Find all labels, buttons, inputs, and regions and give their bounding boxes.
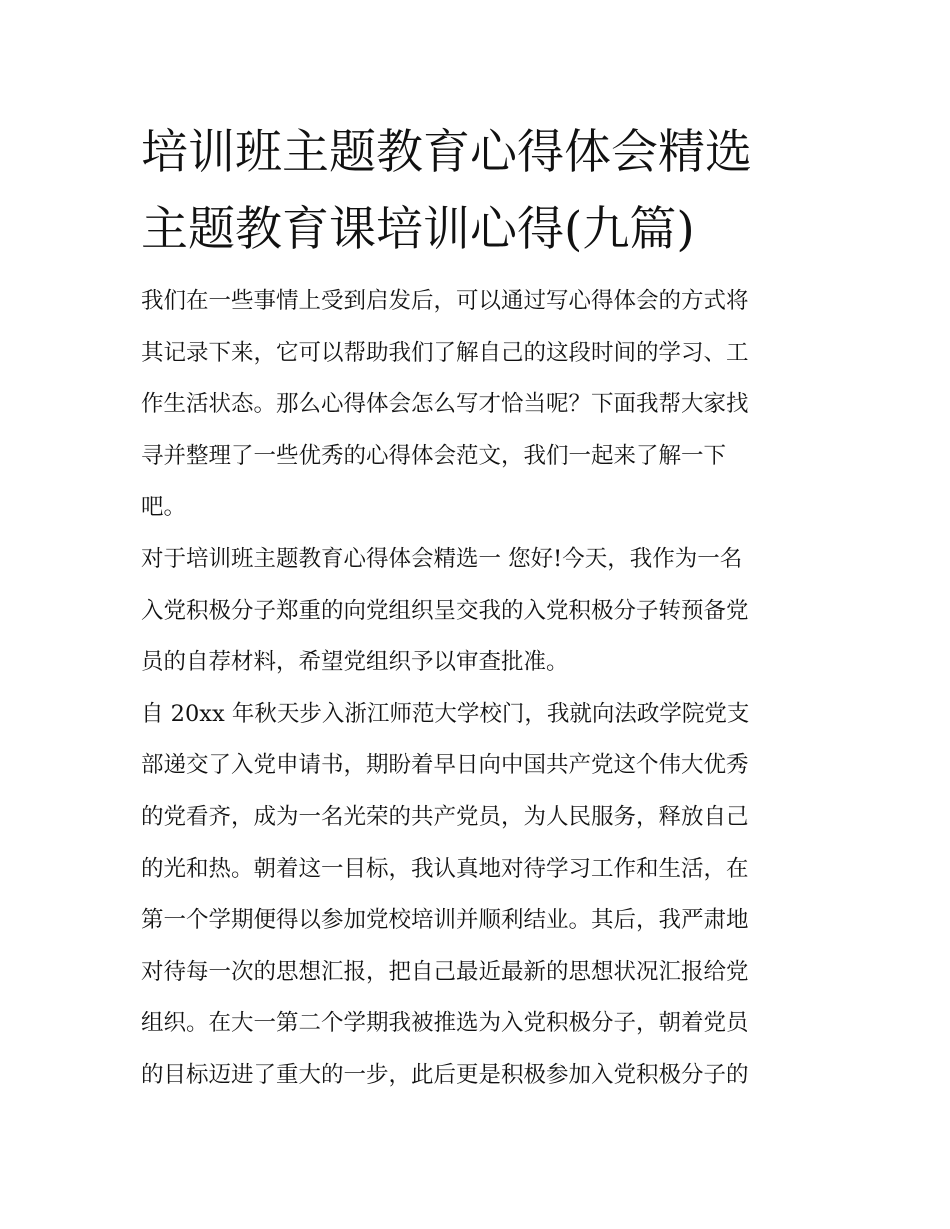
text-line: 寻并整理了一些优秀的心得体会范文，我们一起来了解一下 bbox=[141, 442, 727, 469]
document-title bbox=[141, 114, 811, 268]
text-line: 第一个学期便得以参加党校培训并顺利结业。其后，我严肃地 bbox=[141, 907, 749, 934]
text-line: 部递交了入党申请书，期盼着早日向中国共产党这个伟大优秀 bbox=[141, 752, 749, 779]
text-line: 作生活状态。那么心得体会怎么写才恰当呢？下面我帮大家找 bbox=[141, 391, 749, 418]
text-line: 其记录下来，它可以帮助我们了解自己的这段时间的学习、工 bbox=[141, 339, 749, 366]
paragraph-greeting bbox=[141, 534, 811, 689]
title-line: 培训班主题教育心得体会精选 bbox=[141, 125, 752, 180]
text-line: 我们在一些事情上受到启发后，可以通过写心得体会的方式将 bbox=[141, 288, 749, 314]
text-line: 组织。在大一第二个学期我被推选为入党积极分子，朝着党员 bbox=[141, 1010, 749, 1037]
text-line: 吧。 bbox=[141, 494, 187, 521]
text-line: 对待每一次的思想汇报，把自己最近最新的思想状况汇报给党 bbox=[141, 958, 749, 985]
document-body bbox=[141, 276, 811, 1102]
text-line: 员的自荐材料，希望党组织予以审查批准。 bbox=[141, 649, 569, 676]
text-line: 对于培训班主题教育心得体会精选一 您好!今天，我作为一名 bbox=[141, 545, 743, 572]
text-line: 入党积极分子郑重的向党组织呈交我的入党积极分子转预备党 bbox=[141, 597, 749, 624]
text-line: 的目标迈进了重大的一步，此后更是积极参加入党积极分子的 bbox=[141, 1061, 749, 1088]
paragraph-experience bbox=[141, 689, 811, 1102]
paragraph-intro bbox=[141, 276, 811, 534]
text-line: 的光和热。朝着这一目标，我认真地对待学习工作和生活，在 bbox=[141, 855, 749, 882]
title-line: 主题教育课培训心得(九篇) bbox=[141, 202, 695, 257]
text-line: 自 20xx 年秋天步入浙江师范大学校门，我就向法政学院党支 bbox=[141, 700, 750, 727]
text-line: 的党看齐，成为一名光荣的共产党员，为人民服务，释放自己 bbox=[141, 803, 749, 830]
